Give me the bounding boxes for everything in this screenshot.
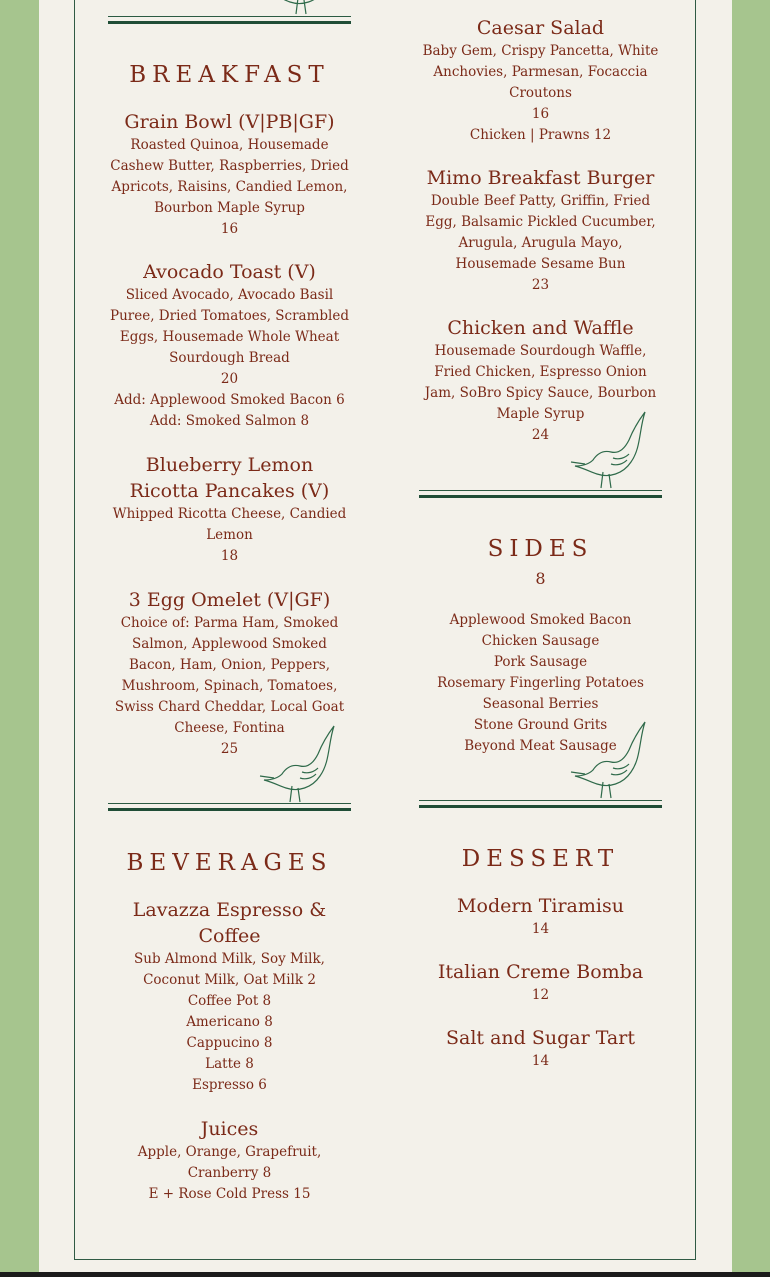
item-line: Espresso 6 [192, 1077, 267, 1093]
item-name: Caesar Salad [476, 17, 605, 39]
dessert-heading: DESSERT [461, 846, 620, 872]
section-divider [108, 16, 351, 25]
section-divider [108, 803, 351, 812]
item-line: Latte 8 [205, 1056, 254, 1072]
item-price: 24 [531, 427, 550, 443]
item-price: 16 [531, 106, 550, 122]
sides-heading: SIDES [487, 536, 594, 562]
bird-icon [258, 724, 342, 804]
menu-item [419, 1025, 662, 1072]
beverages-heading: BEVERAGES [126, 850, 333, 876]
menu-item [419, 15, 662, 146]
item-description: Whipped Ricotta Cheese, Candied Lemon [112, 506, 347, 543]
menu-item [419, 165, 662, 296]
item-name: Juices [200, 1118, 259, 1140]
item-line: Coffee Pot 8 [187, 993, 272, 1009]
menu-item [108, 109, 351, 240]
item-price: 23 [531, 277, 550, 293]
item-name: Avocado Toast (V) [143, 261, 316, 283]
item-description: Roasted Quinoa, Housemade Cashew Butter, Raspberries, Dried Apricots, Raisins, Candied Lemon, Bourbon Maple Syrup [110, 137, 349, 216]
bottom-edge [0, 1272, 770, 1277]
section-divider [419, 800, 662, 809]
bird-icon [268, 0, 352, 16]
item-price: 18 [220, 548, 239, 564]
item-price: 14 [531, 921, 550, 937]
item-price: 14 [531, 1053, 550, 1069]
list-item: Pork Sausage [493, 654, 588, 670]
list-item: Chicken Sausage [481, 633, 600, 649]
item-price: 25 [220, 741, 239, 757]
list-item: Rosemary Fingerling Potatoes [437, 675, 644, 691]
list-item: Seasonal Berries [482, 696, 599, 712]
item-price: 20 [220, 371, 239, 387]
item-name: Italian Creme Bomba [437, 961, 644, 983]
item-addon: Add: Applewood Smoked Bacon 6 [114, 392, 345, 408]
bird-icon [569, 410, 653, 490]
menu-item [108, 1116, 351, 1205]
list-item: Applewood Smoked Bacon [449, 612, 632, 628]
item-description: Choice of: Parma Ham, Smoked Salmon, Applewood Smoked Bacon, Ham, Onion, Peppers, Mushroom, Spinach, Tomatoes, Swiss Chard Cheddar, Local Goat Cheese, Fontina [114, 615, 345, 736]
item-description: Sliced Avocado, Avocado Basil Puree, Dried Tomatoes, Scrambled Eggs, Housemade Whole Wheat Sourdough Bread [110, 287, 349, 366]
item-line: Apple, Orange, Grapefruit, Cranberry 8 [137, 1144, 322, 1181]
item-line: Americano 8 [186, 1014, 273, 1030]
bird-icon [569, 720, 653, 800]
item-name: Mimo Breakfast Burger [426, 167, 655, 189]
item-addon: Add: Smoked Salmon 8 [149, 413, 310, 429]
item-description: Baby Gem, Crispy Pancetta, White Anchovies, Parmesan, Focaccia Croutons [422, 43, 659, 101]
section-divider [419, 490, 662, 499]
menu-item [419, 959, 662, 1006]
breakfast-heading: BREAKFAST [129, 62, 330, 88]
item-name: Chicken and Waffle [447, 317, 634, 339]
item-name: Modern Tiramisu [457, 895, 624, 917]
menu-item [108, 259, 351, 432]
item-name: Blueberry Lemon Ricotta Pancakes (V) [129, 454, 330, 502]
item-line: Sub Almond Milk, Soy Milk, Coconut Milk, Oat Milk 2 [134, 951, 325, 988]
item-name: 3 Egg Omelet (V|GF) [128, 589, 331, 611]
menu-item [108, 452, 351, 567]
item-price: 12 [531, 987, 550, 1003]
item-name: Grain Bowl (V|PB|GF) [124, 111, 335, 133]
item-price: 16 [220, 221, 239, 237]
list-item: Stone Ground Grits [473, 717, 608, 733]
item-line: Cappucino 8 [186, 1035, 273, 1051]
menu-item [108, 897, 351, 1096]
item-name: Lavazza Espresso & Coffee [132, 899, 327, 947]
item-name: Salt and Sugar Tart [446, 1027, 635, 1049]
item-line: E + Rose Cold Press 15 [148, 1186, 311, 1202]
item-addon: Chicken | Prawns 12 [469, 127, 612, 143]
menu-item [419, 893, 662, 940]
item-description: Housemade Sourdough Waffle, Fried Chicken, Espresso Onion Jam, SoBro Spicy Sauce, Bourbon Maple Syrup [424, 343, 657, 422]
list-item: Beyond Meat Sausage [464, 738, 617, 754]
item-description: Double Beef Patty, Griffin, Fried Egg, Balsamic Pickled Cucumber, Arugula, Arugula Mayo, Housemade Sesame Bun [425, 193, 656, 272]
sides-price: 8 [535, 569, 546, 588]
